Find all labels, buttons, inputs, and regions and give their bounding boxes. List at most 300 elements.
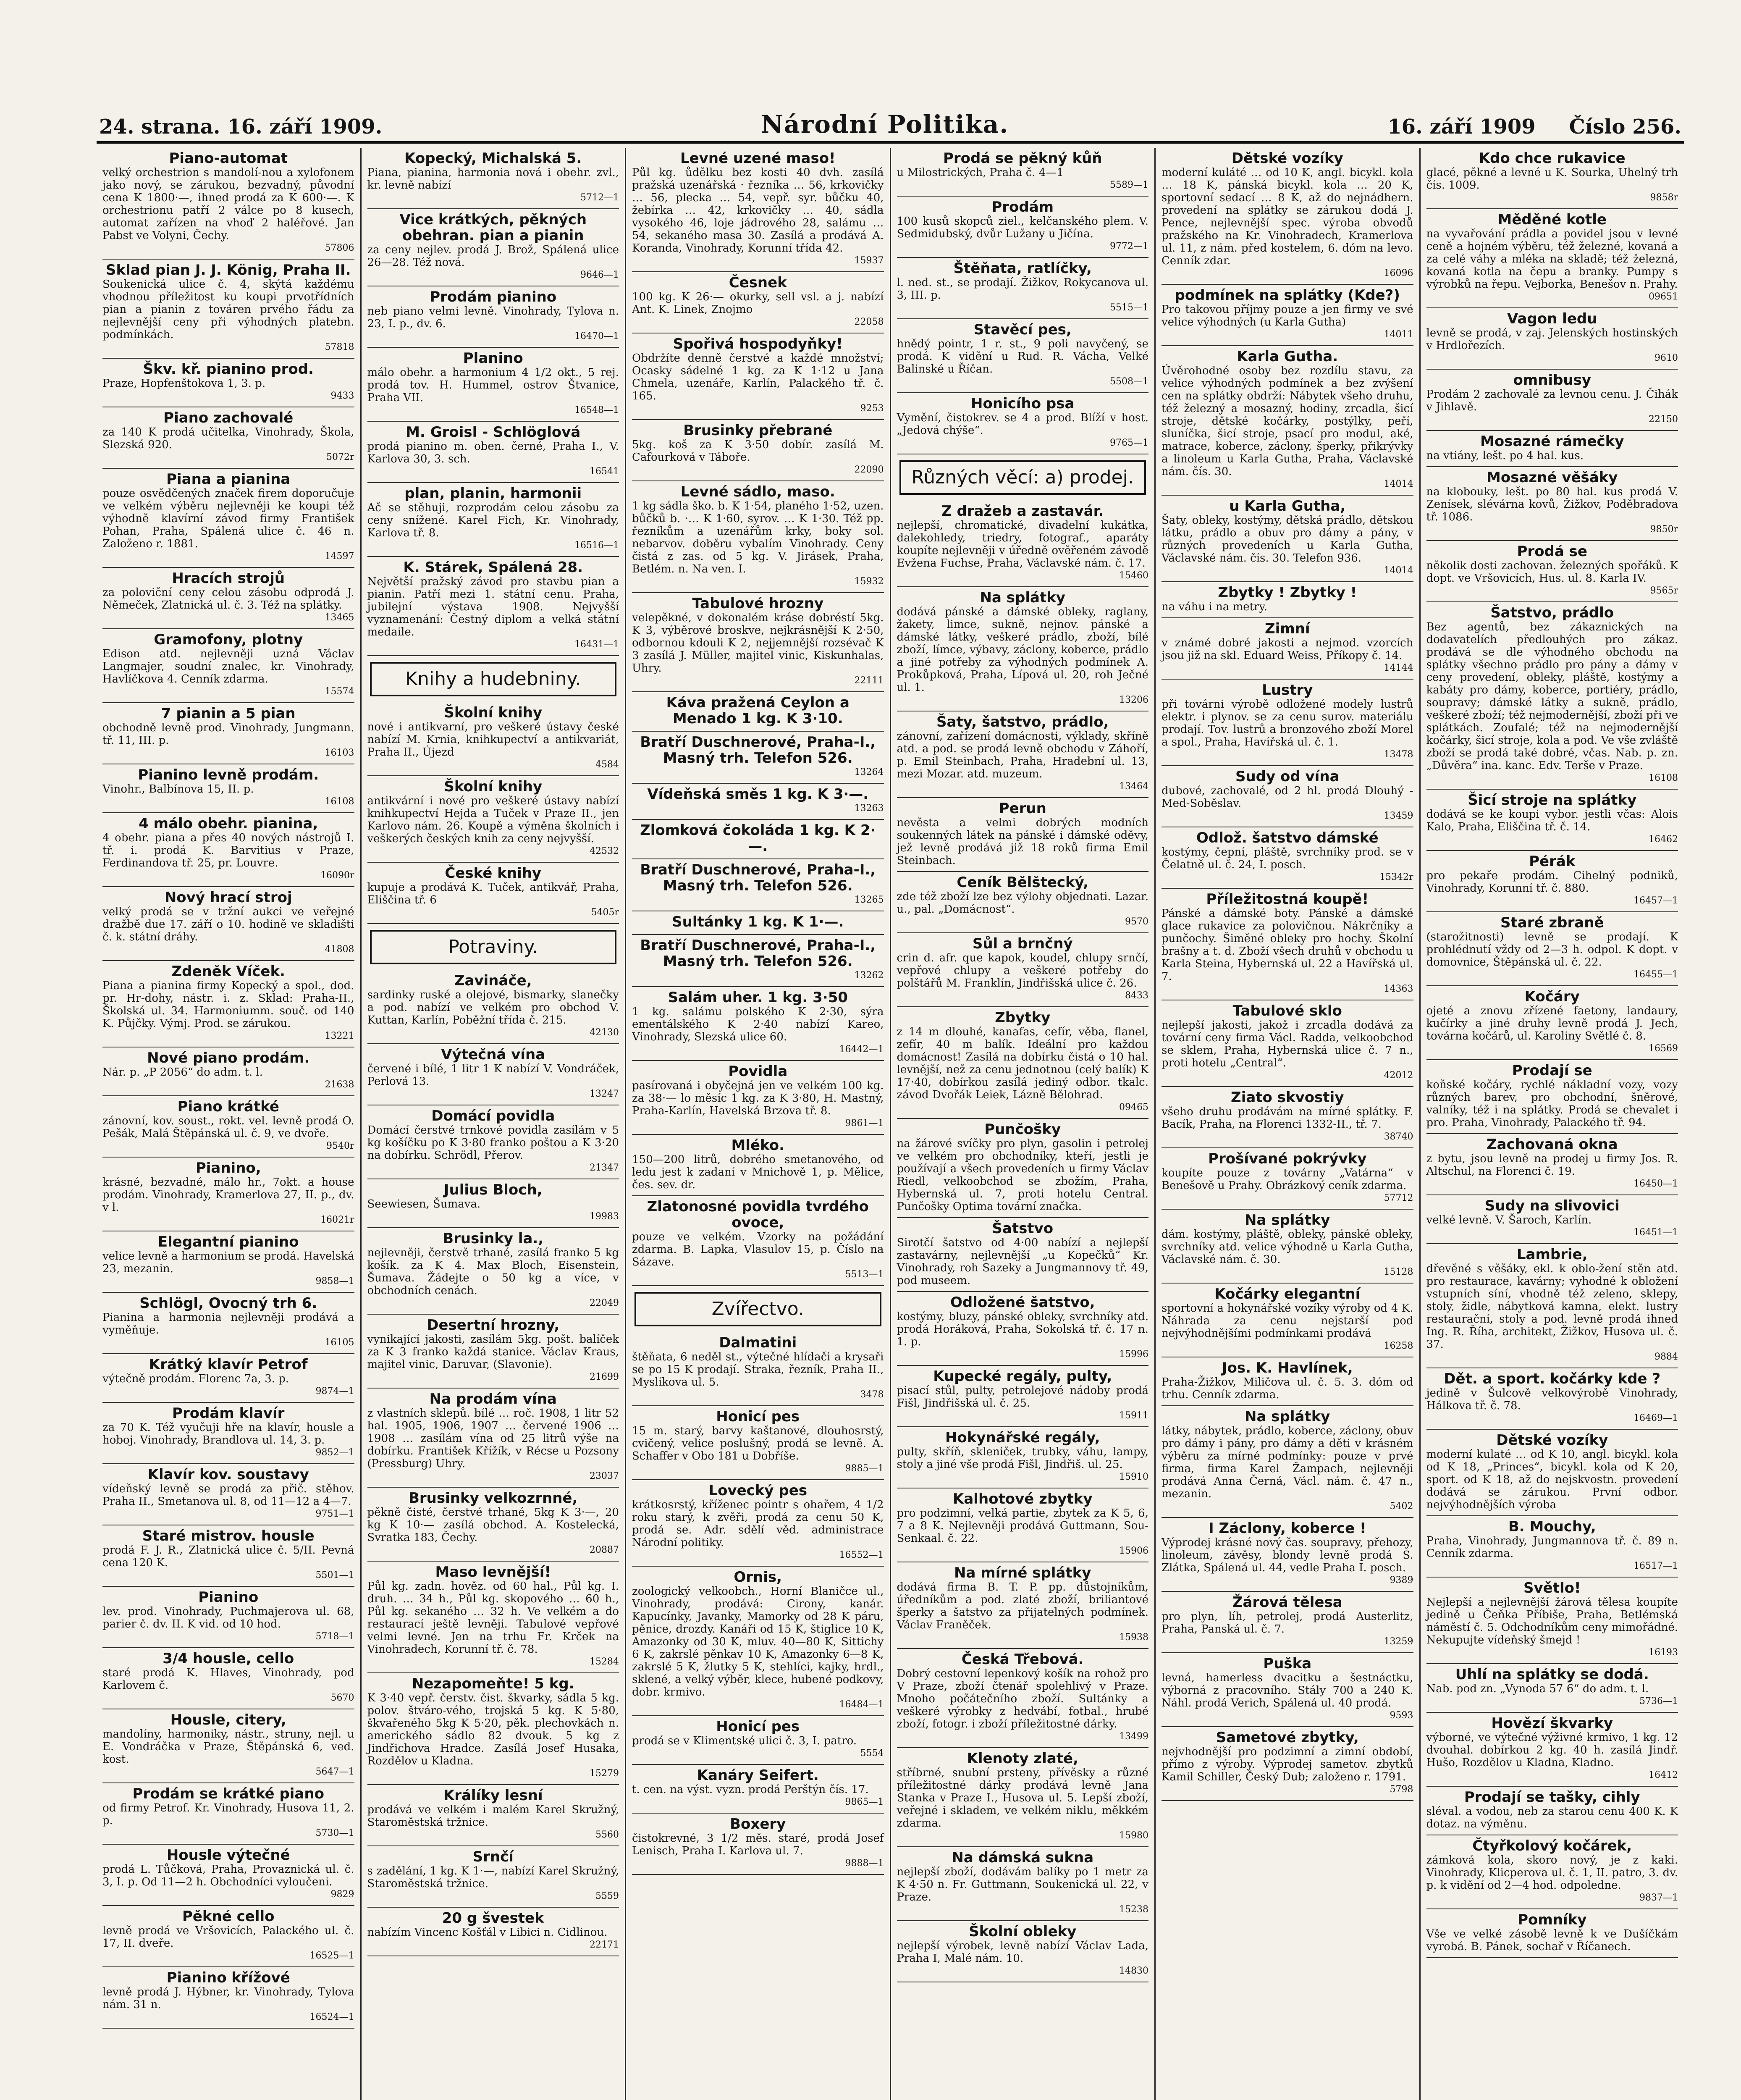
ad-headline: Prodají se tašky, cihly xyxy=(1464,1789,1640,1806)
ad-text: červené i bílé, 1 litr 1 K nabízí V. Vondráček, Perlová 13. xyxy=(367,1063,619,1088)
ad-headline: Kanáry Seifert. xyxy=(697,1767,819,1784)
ad-reference-number: 16103 xyxy=(325,748,354,758)
ad-reference-number: 5072r xyxy=(326,452,354,462)
classified-ad xyxy=(632,935,884,987)
classified-ad xyxy=(632,784,884,820)
ad-headline: Honicí pes xyxy=(716,1718,800,1735)
ad-headline: Příležitostná koupě! xyxy=(1206,891,1369,908)
ad-text: Domácí čerstvé trnkové povidla zasílám v 5 kg košíčku po K 3·80 franko poštou a K 3·20 na dobírku. Schrödl, Přerov. xyxy=(367,1124,619,1162)
ad-headline: Bratří Duschnerové, Praha-I., Masný trh. Telefon 526. xyxy=(640,937,876,970)
ad-headline: Prodají se xyxy=(1512,1062,1592,1079)
ad-reference-number: 5589—1 xyxy=(1110,180,1148,190)
ad-text: dodává firma B. T. P. pp. důstojníkům, úředníkům a pod. zlaté zboží, briliantové šperky a šatstvo za přijatelných podmínek. Václav Franěček. xyxy=(897,1581,1148,1631)
ad-text: Výprodej krásné nový čas. soupravy, přehozy, linoleum, závěsy, blondy levně prodá S. Zlátka, Spálená ul. 44, vedle Praha I. posch. xyxy=(1162,1536,1413,1574)
classified-ad xyxy=(367,702,619,776)
ad-headline: Srnčí xyxy=(472,1848,514,1865)
ad-headline: Dětské vozíky xyxy=(1231,150,1343,167)
classified-ad xyxy=(1426,1060,1678,1134)
ad-text: na žárové svíčky pro plyn, gasolin i petrolej ve velkém pro obchodníky, kteří, jestli je používají a všech provedeních u firmy Václav Riedl, velkoobchod se zbožím, Praha, Hybernská ul. 7, proti hotelu Central. Punčošky Optima tovární značka. xyxy=(897,1137,1148,1213)
classified-ad xyxy=(1162,1148,1413,1210)
classified-ad xyxy=(897,148,1149,197)
classified-ad xyxy=(632,593,884,692)
ad-reference-number: 16457—1 xyxy=(1633,895,1678,906)
classified-ad xyxy=(367,348,619,422)
ad-headline: Pianino, xyxy=(195,1160,261,1176)
column-5 xyxy=(1156,148,1421,2100)
ad-text: za poloviční ceny celou zásobu odprodá J. Němeček, Zlatnická ul. č. 3. Též na splátky. xyxy=(102,586,354,612)
ad-text: sportovní a hokynářské vozíky výroby od 4 K. Náhrada za cenu nejstarší pod nejvýhodnějšími podmínkami prodává xyxy=(1162,1302,1413,1340)
ad-text: pouze ve velkém. Vzorky na požádání zdarma. B. Lapka, Vlasulov 15, p. Číslo na Sázave. xyxy=(632,1231,884,1268)
ad-headline: Vídeňská směs 1 kg. K 3·—. xyxy=(647,786,869,803)
classified-ad xyxy=(1426,912,1678,986)
ad-headline: Sudy od vína xyxy=(1235,768,1340,785)
ad-reference-number: 13264 xyxy=(854,767,884,777)
section-heading: Zvířectvo. xyxy=(635,1292,881,1326)
ad-text: nejlepší jakosti, jakož i zrcadla dodává za tovární ceny firma Václ. Radda, velkoobchod se sklem, Praha, Hybernská ulice č. 7 n., proti hotelu „Central“. xyxy=(1162,1019,1413,1069)
ad-reference-number: 9772—1 xyxy=(1110,241,1148,252)
ad-reference-number: 21638 xyxy=(325,1079,354,1090)
ad-reference-number: 13459 xyxy=(1384,811,1413,821)
ad-text: zoologický velkoobch., Horní Blaničce ul., Vinohrady, prodává: Cirony, kanár. Kapucínky, Javanky, Mamorky od 28 K páru, pěnice, drozdy. Kanáři od 15 K, štiglice 10 K, Amazonky od 30 K, mluv. 40—80 K, Sittichy 6 K, zakrslé pěnkav 10 K, Amazonky 6—8 K, zakrslé 5 K, žlutky 5 K, stehlíci, kajky, hrdl., sklené, a velký výběr, klece, hubené podkovy, dobr. krmivo. xyxy=(632,1585,884,1698)
ad-text: 150—200 litrů, dobrého smetanového, od ledu jest k zadaní v Mnichově 1, p. Mělice, čes. sev. dr. xyxy=(632,1153,884,1191)
ad-text: na vtiány, lešt. po 4 hal. kus. xyxy=(1426,449,1584,462)
ad-reference-number: 16090r xyxy=(320,870,354,881)
ad-headline: Pianino křížové xyxy=(166,1969,290,1986)
classified-ad xyxy=(102,1354,354,1403)
ad-reference-number: 9593 xyxy=(1390,1710,1413,1721)
ad-headline: Gramofony, plotny xyxy=(154,631,303,648)
ad-reference-number: 42532 xyxy=(590,846,619,856)
ad-text: málo obehr. a harmonium 4 1/2 okt., 5 rej. prodá tov. H. Hummel, ostrov Štvanice, Praha VII. xyxy=(367,366,619,404)
classified-ad xyxy=(1426,467,1678,541)
ad-headline: 4 málo obehr. pianina, xyxy=(139,815,318,832)
ad-headline: Šaty, šatstvo, prádlo, xyxy=(936,714,1109,730)
ad-reference-number: 9888—1 xyxy=(845,1858,884,1869)
ad-headline: 7 pianin a 5 pian xyxy=(161,705,296,722)
ad-text: Vše ve velké zásobě levně k ve Dušíčkám vyrobá. B. Pánek, sochař v Říčanech. xyxy=(1426,1928,1678,1953)
ad-text: jedině v Šulcově velkovýrobě Vinohrady, Hálkova tř. č. 78. xyxy=(1426,1387,1678,1412)
classified-ad xyxy=(1162,1518,1413,1592)
ad-text: dodává se ke koupi vybor. jestli včas: Alois Kalo, Praha, Eliščina tř. č. 14. xyxy=(1426,808,1678,833)
classified-ad xyxy=(897,1488,1149,1562)
ad-reference-number: 16193 xyxy=(1649,1647,1678,1658)
ad-text: velepěkné, v dokonalém kráse dobréstí 5kg. K 3, výběrové broskve, nejkrásnější K 2·50, odbornou kdouli K 2, nejjemnější rozsévač K 3 zasílá J. Müller, majitel vinic, Kiskunhalas, Uhry. xyxy=(632,612,884,675)
ad-headline: Elegantní pianino xyxy=(157,1234,299,1250)
classified-ad xyxy=(367,483,619,557)
ad-reference-number: 13263 xyxy=(854,803,884,814)
ad-headline: Dalmatini xyxy=(719,1334,797,1351)
classified-ad xyxy=(897,319,1149,393)
ad-text: nejlepší výrobek, levně nabízí Václav Lada, Praha I, Malé nám. 10. xyxy=(897,1940,1148,1965)
ad-headline: Školní knihy xyxy=(444,704,543,721)
section-heading: Různých věcí: a) prodej. xyxy=(899,460,1146,495)
ad-headline: Nový hrací stroj xyxy=(164,889,292,906)
ad-reference-number: 9433 xyxy=(330,391,354,401)
classified-ad xyxy=(1162,1210,1413,1284)
ad-headline: Šatstvo, prádlo xyxy=(1490,604,1614,621)
ad-text: Piana, pianina, harmonia nová i obehr. zvl., kr. levně nabízí xyxy=(367,166,619,192)
ad-text: hnědý pointr, 1 r. st., 9 poli navyčený, se prodá. K vidění u Rud. R. Vácha, Velké Balinské u Říčan. xyxy=(897,338,1148,375)
classified-ad xyxy=(897,197,1149,258)
ad-reference-number: 16517—1 xyxy=(1633,1561,1678,1571)
ad-reference-number: 9874—1 xyxy=(315,1386,354,1396)
masthead-right xyxy=(1387,115,1681,139)
ad-text: Šaty, obleky, kostýmy, dětská prádlo, dětskou látku, prádlo a obuv pro dámy a pány, v různých provedeních u Karla Gutha, Václavské nám. čís. 30. Telefon 936. xyxy=(1162,514,1413,564)
ad-reference-number: 16431—1 xyxy=(574,639,619,650)
ad-reference-number: 5647—1 xyxy=(315,1767,354,1777)
ad-reference-number: 15342r xyxy=(1379,872,1413,882)
classified-ad xyxy=(897,798,1149,872)
ad-text: antikvární i nové pro veškeré ústavy nabízí knihkupectví Hejda a Tuček v Praze II., jen Karlovo nám. 26. Koupě a výměna školních i veškerých českých knih za ceny nejvyšší. xyxy=(367,795,619,845)
ad-headline: Prošívané pokrývky xyxy=(1208,1150,1367,1167)
classified-ad xyxy=(632,148,884,272)
ad-headline: Ceník Bělštecký, xyxy=(957,874,1089,891)
ad-text: prodá L. Tůčková, Praha, Provaznická ul. č. 3, I. p. Od 11—2 h. Obchodníci vyloučeni. xyxy=(102,1863,354,1888)
ad-headline: Čtyřkolový kočárek, xyxy=(1472,1838,1632,1854)
classified-ad xyxy=(367,970,619,1044)
classified-ad xyxy=(102,1587,354,1648)
ad-headline: Prodá se xyxy=(1517,543,1587,560)
ad-reference-number: 16108 xyxy=(1649,773,1678,783)
ad-headline: Staré zbraně xyxy=(1500,914,1604,931)
classified-ad xyxy=(1426,851,1678,912)
ad-text: kostýmy, čepní, pláště, svrchníky prod. se v Čelatně ul. č. 24, I. posch. xyxy=(1162,846,1413,871)
ad-reference-number: 42012 xyxy=(1384,1070,1413,1081)
ad-headline: Světlo! xyxy=(1523,1580,1581,1596)
ad-reference-number: 5670 xyxy=(330,1693,354,1703)
ad-text: pro plyn, líh, petrolej, prodá Austerlitz, Praha, Panská ul. č. 7. xyxy=(1162,1610,1413,1635)
ad-text: za ceny nejlev. prodá J. Brož, Spálená ulice 26—28. Též nová. xyxy=(367,244,619,269)
column-4 xyxy=(891,148,1156,2100)
ad-text: Vymění, čistokrev. se 4 a prod. Blíží v host. „Jedová chýše“. xyxy=(897,412,1148,437)
ad-headline: Domácí povidla xyxy=(431,1108,555,1124)
ad-headline: Hovězí škvarky xyxy=(1491,1715,1613,1732)
classified-ad xyxy=(102,469,354,568)
ad-headline: Odložené šatstvo, xyxy=(950,1294,1095,1311)
classified-ad xyxy=(102,887,354,961)
ad-reference-number: 13221 xyxy=(325,1031,354,1041)
ad-reference-number: 21699 xyxy=(590,1372,619,1382)
ad-reference-number: 16021r xyxy=(320,1215,354,1225)
ad-reference-number: 16524—1 xyxy=(309,2012,354,2022)
ad-headline: Králíky lesní xyxy=(443,1787,543,1804)
classified-ad xyxy=(1426,370,1678,431)
ad-reference-number: 16105 xyxy=(325,1337,354,1348)
classified-columns xyxy=(97,148,1684,2100)
classified-ad xyxy=(367,422,619,483)
ad-reference-number: 16442—1 xyxy=(839,1044,884,1055)
ad-headline: Na mírné splátky xyxy=(954,1564,1091,1581)
ad-headline: Školní knihy xyxy=(444,778,543,795)
ad-text: nejlepší zboží, dodávám balíky po 1 metr za K 4·50 n. Fr. Guttmann, Soukenická ul. 22, v Praze. xyxy=(897,1866,1148,1903)
ad-text: za 70 K. Též vyučuji hře na klavír, housle a hoboj. Vinohrady, Brandlova ul. 14, 3. p. xyxy=(102,1421,354,1446)
ad-text: z 14 m dlouhé, kanafas, cefír, věba, flanel, zefír, 40 m balík. Ideální pro každou domácnost! Zasílá na dobírku čistá o 10 hal. levnější, než za cenu jednotnou (celý balík) K 17·40, dobírkou zasílá jediný odbor. tkalc. závod Dvořák Leiek, Lázně Bělohrad. xyxy=(897,1026,1148,1101)
ad-text: moderní kuláté … od 10 K, angl. bicykl. kola … 18 K, pánská bicykl. kola … 20 K, sportovní sedací … 8 K, až do nejnádhern. provedení na splátky se zárukou dodá J. Pence, nejlevnější spec. výroba obvodů pražského na Kr. Vinohradech, Kramerlova ul. 11, z nám. před kostelem, 6. dóm na levo. Cenník zdar. xyxy=(1162,166,1413,267)
ad-headline: Jos. K. Havlínek, xyxy=(1222,1360,1353,1376)
classified-ad xyxy=(897,872,1149,933)
ad-text: Bez agentů, bez zákaznických na dodavatelích předlouhých pro zákaz. prodává se dle výhodného obchodu na splátky všechno prádlo pro pány a dámy v ceny provedení, obleky, pláště, kostýmy a kabáty pro dámy, koberce, portiéry, prádlo, soupravy; dámské látky a sukně, prádlo, veškeré zboží; též nejmodernější, zboží při ve splátkách. Zoufalé; též na nejmodernější kočárky, šicí stroje, kola a pod. Ve vše zvláště zboží se prodá také dobré, včas. Nab. p. zn. „Důvěra“ ina. kanc. Edv. Terše v Praze. xyxy=(1426,621,1678,772)
classified-ad xyxy=(1162,1087,1413,1148)
classified-ad xyxy=(1426,308,1678,370)
ad-text: 15 m. starý, barvy kaštanové, dlouhosrstý, cvičený, velice poslušný, prodá se levně. A. Schaffer v Obo 181 u Dobříše. xyxy=(632,1425,884,1462)
classified-ad xyxy=(1426,1516,1678,1578)
ad-reference-number: 9765—1 xyxy=(1110,438,1148,448)
ad-reference-number: 9852—1 xyxy=(315,1447,354,1458)
classified-ad xyxy=(102,764,354,813)
classified-ad xyxy=(632,1567,884,1716)
ad-headline: Prodám se krátké piano xyxy=(132,1785,324,1802)
ad-text: zde též zboží lze bez výlohy objednati. Lazar. u., pal. „Domácnost“. xyxy=(897,890,1148,916)
classified-ad xyxy=(102,1231,354,1293)
ad-reference-number: 4584 xyxy=(595,759,619,770)
ad-headline: Zdeněk Víček. xyxy=(171,963,285,980)
ad-reference-number: 14014 xyxy=(1384,479,1413,489)
classified-ad xyxy=(367,557,619,656)
classified-ad xyxy=(897,1366,1149,1427)
ad-headline: Nové piano prodám. xyxy=(147,1050,310,1066)
ad-text: 100 kusů skopců ziel., kelčanského plem. V. Sedmidubský, dvůr Lužany u Jičína. xyxy=(897,215,1148,240)
classified-ad xyxy=(102,148,354,260)
ad-text: dřevěné s věšáky, ekl. k oblo-žení stěn atd. pro restaurace, kavárny; vyhodné k obložení vstupních síní, vhodně též zeleno, sklepy, stoly, židle, nábytková kamna, elekt. lustry restaurační, stoly a pod. levně prodá ihned Ing. R. Říha, architekt, Žižkov, Husova ul. č. 37. xyxy=(1426,1263,1678,1351)
ad-text: u Milostrických, Praha č. 4—1 xyxy=(897,166,1064,179)
ad-text: několik dosti zachovan. železných spořáků. K dopt. ve Vršovicích, Hus. ul. 8. Karla IV. xyxy=(1426,559,1678,585)
ad-text: nové i antikvarní, pro veškeré ústavy české nabízí M. Krnia, knihkupectví a antikvariát, Praha II., Újezd xyxy=(367,721,619,759)
ad-reference-number: 5559 xyxy=(595,1891,619,1901)
ad-headline: Zbytky ! Zbytky ! xyxy=(1218,584,1357,601)
ad-reference-number: 15932 xyxy=(854,576,884,587)
ad-text: pěkně čisté, čerstvé trhané, 5kg K 3·—, 20 kg K 10·— zasílá obchod. A. Kostelecká, Svratka 183, Čechy. xyxy=(367,1506,619,1544)
classified-ad xyxy=(632,1765,884,1814)
ad-headline: Lovecký pes xyxy=(708,1482,808,1499)
ad-text: Půl kg. ůdělku bez kosti 40 dvh. zasílá pražská uzenářská · řezníka … 56, krkovičky … 56, plecka … 54, vepř. syr. bůčku 40, žebírka … 42, krkovičky … 40, sádla vysokého 46, loje jádrového 28, salámu … 54, sekaného masa 30. Zasílá a prodává A. Koranda, Vinohrady, Korunní třída 42. xyxy=(632,166,884,255)
ad-reference-number: 16552—1 xyxy=(839,1550,884,1560)
ad-text: lev. prod. Vinohrady, Puchmajerova ul. 68, parier č. dv. II. K vid. od 10 hod. xyxy=(102,1605,354,1630)
ad-reference-number: 15937 xyxy=(854,255,884,266)
ad-headline: Kalhotové zbytky xyxy=(953,1491,1093,1507)
ad-text: všeho druhu prodávám na mírné splátky. F. Bacík, Praha, na Florenci 1332-II., tř. 7. xyxy=(1162,1105,1413,1131)
ad-headline: Brusinky velkozrnné, xyxy=(409,1490,578,1507)
ad-headline: Kupecké regály, pulty, xyxy=(933,1368,1112,1385)
ad-text: dubové, zachovalé, od 2 hl. prodá Dlouhý - Med-Soběslav. xyxy=(1162,785,1413,810)
ad-headline: Housle, citery, xyxy=(170,1712,286,1728)
ad-text: kostýmy, bluzy, pánské obleky, svrchníky atd. prodá Horáková, Praha, Sokolská tř. č. 17 n. 1. p. xyxy=(897,1310,1148,1348)
ad-text: na klobouky, lešt. po 80 hal. kus prodá V. Zenísek, slévárna kovů, Žižkov, Poděbradova tř. 1086. xyxy=(1426,486,1678,523)
classified-ad xyxy=(367,1488,619,1562)
classified-ad xyxy=(1162,148,1413,285)
classified-ad xyxy=(897,1649,1149,1748)
ad-headline: Tabulové sklo xyxy=(1232,1003,1342,1019)
classified-ad xyxy=(632,1716,884,1765)
ad-headline: Pianino xyxy=(198,1589,259,1606)
ad-headline: Česnek xyxy=(729,274,787,291)
page-number-date: 24. strana. 16. září 1909. xyxy=(99,115,383,139)
classified-ad xyxy=(367,863,619,924)
ad-text: nabízím Vincenc Košťál v Libici n. Cidlinou. xyxy=(367,1926,608,1939)
classified-ad xyxy=(367,209,619,286)
ad-headline: M. Groisl - Schlöglová xyxy=(406,424,581,441)
ad-text: stříbrné, snubní prsteny, přívěsky a různé příležitostné dárky prodává levně Jana Stanka v Praze I., Husova ul. 5. Lepší zboží, veřejné i skladem, ve velkém niklu, měkkém zdarma. xyxy=(897,1767,1148,1830)
classified-ad xyxy=(1162,618,1413,680)
classified-ad xyxy=(1162,1000,1413,1087)
classified-ad xyxy=(897,933,1149,1007)
classified-ad xyxy=(367,148,619,209)
ad-headline: Levné sádlo, maso. xyxy=(680,483,835,500)
ad-reference-number: 13464 xyxy=(1119,781,1148,792)
ad-text: Seewiesen, Šumava. xyxy=(367,1198,481,1210)
classified-ad xyxy=(897,1748,1149,1847)
ad-headline: Staré mistrov. housle xyxy=(142,1528,315,1544)
newspaper-title: Národní Politika. xyxy=(761,110,1009,139)
ad-headline: Brusinky přebrané xyxy=(683,422,833,439)
classified-ad xyxy=(897,711,1149,798)
ad-text: (starožitnosti) levně se prodají. K prohlédnutí vždy od 2—3 h. odpol. K dopt. v domovnice, Štěpánská ul. č. 22. xyxy=(1426,931,1678,969)
ad-reference-number: 15910 xyxy=(1119,1472,1148,1482)
classified-ad xyxy=(1426,1134,1678,1195)
ad-reference-number: 16525—1 xyxy=(309,1950,354,1961)
ad-reference-number: 16451—1 xyxy=(1633,1227,1678,1238)
ad-reference-number: 15911 xyxy=(1119,1410,1148,1421)
ad-reference-number: 5501—1 xyxy=(315,1570,354,1580)
ad-text: z bytu, jsou levně na prodej u firmy Jos. R. Altschul, na Florenci č. 19. xyxy=(1426,1152,1678,1178)
ad-headline: 20 g švestek xyxy=(442,1910,544,1927)
ad-reference-number: 9850r xyxy=(1650,524,1678,535)
classified-ad xyxy=(1426,602,1678,790)
ad-text: výborné, ve výtečné výživné krmivo, 1 kg. 12 dvouhal. dobírkou 2 kg. 40 h. zasílá Jindř. Hušo, Rozdělov u Kladna, Kladno. xyxy=(1426,1731,1678,1769)
classified-ad xyxy=(1162,1284,1413,1357)
ad-headline: Kdo chce rukavice xyxy=(1479,150,1626,167)
ad-headline: Mosazné rámečky xyxy=(1480,433,1624,450)
ad-reference-number: 16569 xyxy=(1649,1043,1678,1054)
classified-ad xyxy=(367,1673,619,1785)
classified-ad xyxy=(1426,148,1678,209)
classified-ad xyxy=(1162,680,1413,766)
ad-reference-number: 9253 xyxy=(860,403,884,414)
classified-ad xyxy=(632,272,884,333)
classified-ad xyxy=(1162,1727,1413,1801)
ad-text: od firmy Petrof. Kr. Vinohrady, Husova 11, 2. p. xyxy=(102,1802,354,1827)
ad-text: Sirotčí šatstvo od 4·00 nabízí a nejlepší zastavárny, nejlevnější „u Kopečků“ Kr. Vinohrady, roh Sazeky a Jungmannovy tř. 49, pod museem. xyxy=(897,1236,1148,1287)
ad-text: Edison atd. nejlevněji uzná Václav Langmajer, soudní znalec, kr. Vinohrady, Havlíčkova 4. Cenník zdarma. xyxy=(102,648,354,685)
ad-reference-number: 15284 xyxy=(590,1656,619,1667)
ad-reference-number: 5736—1 xyxy=(1639,1696,1678,1706)
ad-text: nevěsta a velmi dobrých modních soukenných látek na pánské i dámské oděvy, jež levně prodává již 18 roků firma Emil Steinbach. xyxy=(897,816,1148,867)
ad-reference-number: 5508—1 xyxy=(1110,376,1148,387)
ad-text: prodá F. J. R., Zlatnická ulice č. 5/II. Pevná cena 120 K. xyxy=(102,1544,354,1569)
ad-text: Dobrý cestovní lepenkový košík na rohož pro V Praze, zboží čtenář spolehlivý v Praze. Mnoho počátečního zboží. Sultánky a veškeré výrobky z hedvábí, fotbal., hrubé zboží, fotogr. i zboží příležitostné dárky. xyxy=(897,1667,1148,1730)
ad-headline: Klavír kov. soustavy xyxy=(147,1466,309,1483)
ad-headline: Zbytky xyxy=(995,1009,1051,1026)
ad-text: mandolíny, harmoniky, nástr., struny, nejl. u E. Vondráčka v Praze, Štěpánská 6, ved. kost. xyxy=(102,1728,354,1766)
ad-reference-number: 23037 xyxy=(590,1471,619,1481)
ad-text: pro podzimní, velká partie, zbytek za K 5, 6, 7 a 8 K. Nejlevněji prodává Guttmann, Sou-Senkaal. č. 22. xyxy=(897,1507,1148,1545)
ad-headline: Tabulové hrozny xyxy=(692,595,824,612)
ad-reference-number: 9858—1 xyxy=(315,1276,354,1286)
ad-reference-number: 21347 xyxy=(590,1163,619,1173)
ad-text: látky, nábytek, prádlo, koberce, záclony, obuv pro dámy i pány, pro dámy a děti v krásném výběru za mírné podmínky: pouze v prvé firma, firma Karel Žampach, nejlevněji prodává Anna Černá, Václ. nám. č. 47 n., mezanin. xyxy=(1162,1425,1413,1500)
ad-reference-number: 5712—1 xyxy=(580,192,619,203)
ad-headline: Na splátky xyxy=(980,589,1065,606)
ad-reference-number: 9884 xyxy=(1654,1352,1678,1362)
ad-headline: 3/4 housle, cello xyxy=(163,1650,294,1667)
classified-ad xyxy=(1162,827,1413,889)
ad-text: moderní kulaté … od K 10, angl. bicykl. kola od K 18, „Princes“, bicykl. kola od K 20, sport. od K 18, až do nejskvostn. provedení dodává se zárukou. První odbor. nejvýhodnějších výroba xyxy=(1426,1448,1678,1511)
ad-reference-number: 20887 xyxy=(590,1545,619,1555)
classified-ad xyxy=(897,1847,1149,1921)
ad-text: Ač se stěhuji, rozprodám celou zásobu za ceny snížené. Karel Fich, Kr. Vinohrady, Karlova tř. 8. xyxy=(367,501,619,539)
column-3 xyxy=(626,148,891,2100)
ad-reference-number: 9861—1 xyxy=(845,1118,884,1129)
classified-ad xyxy=(102,1648,354,1709)
ad-text: Půl kg. zadn. hověz. od 60 hal., Půl kg. I. druh. … 34 h., Půl kg. skopového … 60 h., Půl kg. sekaného … 32 h. Ve velkém a do restaurací ještě levněji. Tabulové vepřové velmi levné. Jen na trhu Fr. Krček na Vinohradech, Korunní tř. č. 78. xyxy=(367,1580,619,1656)
ad-headline: Mléko. xyxy=(731,1137,785,1154)
ad-text: čistokrevné, 3 1/2 měs. staré, prodá Josef Lenisch, Praha I. Karlova ul. 7. xyxy=(632,1832,884,1857)
classified-ad xyxy=(102,961,354,1047)
ad-reference-number: 5405r xyxy=(591,907,619,918)
classified-ad xyxy=(897,1007,1149,1119)
ad-reference-number: 9829 xyxy=(330,1889,354,1900)
classified-ad xyxy=(632,1332,884,1406)
ad-reference-number: 22111 xyxy=(854,675,884,686)
ad-text: koňské kočáry, rychlé nákladní vozy, vozy různých barev, pro obchodní, šněrové, valníky, též i na splátky. Prodá se chevalet i pro. Praha, Vinohrady, Palackého tř. 94. xyxy=(1426,1079,1678,1129)
ad-reference-number: 9751—1 xyxy=(315,1509,354,1519)
classified-ad xyxy=(1162,1357,1413,1406)
classified-ad xyxy=(102,1783,354,1845)
ad-text: Praze, Hopfenštokova 1, 3. p. xyxy=(102,377,266,390)
column-6 xyxy=(1421,148,1684,2100)
ad-headline: Nezapomeňte! 5 kg. xyxy=(412,1675,574,1692)
ad-headline: Honicí pes xyxy=(716,1408,800,1425)
ad-headline: České knihy xyxy=(445,865,542,882)
ad-headline: Lambrie, xyxy=(1516,1246,1588,1263)
ad-headline: omnibusy xyxy=(1513,372,1592,388)
classified-ad xyxy=(897,1218,1149,1292)
ad-headline: Výtečná vína xyxy=(441,1046,545,1063)
ad-reference-number: 42130 xyxy=(590,1027,619,1038)
ad-reference-number: 9610 xyxy=(1654,353,1678,363)
ad-headline: Česká Třebová. xyxy=(961,1651,1084,1668)
ad-reference-number: 5730—1 xyxy=(315,1828,354,1838)
column-2 xyxy=(362,148,627,2100)
ad-reference-number: 15128 xyxy=(1384,1267,1413,1277)
ad-text: zánovní, zařízení domácnosti, výklady, skříně atd. a pod. se prodá levně obchodu v Záhoří, p. Emil Steinbach, Praha, Hradební ul. 13, mezi Mozar. atd. muzeum. xyxy=(897,730,1148,780)
ad-reference-number: 9865—1 xyxy=(845,1797,884,1807)
ad-reference-number: 9540r xyxy=(326,1141,354,1151)
ad-reference-number: 16258 xyxy=(1384,1341,1413,1351)
ad-headline: Prodám pianino xyxy=(430,289,557,305)
classified-ad xyxy=(1426,541,1678,602)
ad-text: štěňata, 6 neděl st., výtečné hlídači a krysaři se po 15 K prodají. Straka, řezník, Praha II., Myslíkova ul. 5. xyxy=(632,1351,884,1389)
ad-reference-number: 16455—1 xyxy=(1633,969,1678,980)
ad-reference-number: 16412 xyxy=(1649,1770,1678,1780)
ad-reference-number: 22090 xyxy=(854,465,884,475)
classified-ad xyxy=(1426,1430,1678,1516)
ad-headline: Sudy na slivovici xyxy=(1484,1197,1620,1214)
ad-text: pulty, skříň, skleniček, trubky, váhu, lampy, stoly a jiné vše prodá Fišl, Jindřiš. ul. 25. xyxy=(897,1446,1148,1471)
ad-text: nejlevněji, čerstvě trhané, zasílá franko 5 kg košík. za K 4. Max Bloch, Eisenstein, Šumava. Žádejte o 50 kg a více, v obchodních cenách. xyxy=(367,1247,619,1297)
ad-text: pasírovaná i obyčejná jen ve velkém 100 kg. za 38·— lo měsíc 1 kg. za K 3·80, H. Mastný, Praha-Karlín, Havelská Brzova tř. 8. xyxy=(632,1079,884,1117)
classified-ad xyxy=(367,1908,619,1956)
ad-reference-number: 5515—1 xyxy=(1110,302,1148,313)
ad-headline: Zavináče, xyxy=(454,972,532,989)
ad-headline: Z dražeb a zastavár. xyxy=(941,503,1104,520)
ad-headline: plan, planin, harmonii xyxy=(404,485,582,502)
ad-text: levně se prodá, v zaj. Jelenských hostinských v Hrdlořezích. xyxy=(1426,327,1678,352)
ad-text: K 3·40 vepř. čerstv. čist. škvarky, sádla 5 kg. polov. štváro-vého, trojská 5 kg. K 5·80, škvařeného 5kg K 5·20, pěk. plechovkách n. amerického sádlo 82 dvouk. 5 kg z Jindřichova Hradce. Zasílá Josef Husaka, Rozdělov u Kladna. xyxy=(367,1692,619,1767)
classified-ad xyxy=(897,1562,1149,1649)
classified-ad xyxy=(102,1967,354,2029)
ad-headline: Sultánky 1 kg. K 1·—. xyxy=(672,914,844,930)
ad-text: Pro takovou příjmy pouze a jen firmy ve své velice výhodných (u Karla Gutha) xyxy=(1162,303,1413,328)
